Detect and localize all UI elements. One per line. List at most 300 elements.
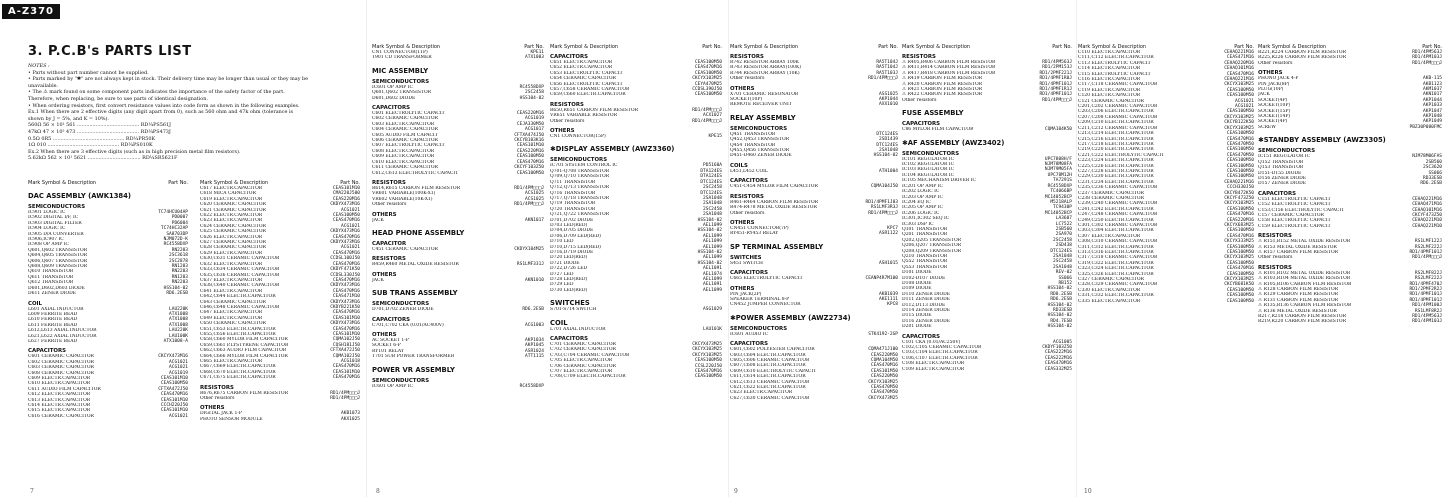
- part-description: IC202 LOGIC IC: [902, 189, 940, 195]
- part-description: ⚠ R101,R102 METAL OXIDE RESISTOR: [1258, 270, 1351, 276]
- category-heading: RESISTORS: [372, 256, 406, 263]
- part-number: CEAS470M16: [332, 250, 360, 256]
- page-7: [0, 0, 365, 497]
- part-number: CEAS101M10: [332, 315, 360, 321]
- part-description: C111,C112 ELECTR.CAPACITOR: [1078, 55, 1154, 61]
- part-number: CKCYX103M25: [868, 379, 898, 385]
- part-description: C703,C704 CERAMIC CAPACITOR: [550, 352, 630, 358]
- part-description: D710 LED: [550, 239, 574, 245]
- part-row: [1258, 125, 1442, 130]
- note-line: unavailable.: [28, 82, 59, 89]
- column-1: [28, 180, 188, 488]
- column-3: [372, 44, 544, 490]
- part-number: RD1/4PMF101J: [1409, 297, 1442, 303]
- part-number: CEAS100M50: [1226, 163, 1254, 169]
- part-number: AKP1049: [1423, 119, 1442, 125]
- part-number: UPC78M12H: [1047, 172, 1072, 178]
- part-description: ⚠ R419 CARBON FILM RESISTOR: [902, 76, 983, 82]
- part-number: KPC7: [887, 225, 898, 231]
- part-number: CKCYX103M25: [1224, 114, 1254, 120]
- part-description: IC301,IC302 SEQ IC: [902, 216, 950, 222]
- part-description: C303,C304 ELECTR.CAPACITOR: [1078, 228, 1154, 234]
- column-header-mark: Mark Symbol & Description: [372, 44, 441, 50]
- part-description: Q721,Q722 TRANSISTOR: [550, 212, 610, 218]
- part-description: D451-D460 ZENER DIODE: [730, 153, 792, 159]
- category-heading: CAPACITORS: [550, 336, 589, 343]
- part-number: RD1/4PM563J: [1412, 314, 1442, 320]
- part-description: ⚠ R128 CARBON FILM RESISTOR: [1258, 287, 1339, 292]
- part-row: [902, 367, 1072, 372]
- part-row: [730, 302, 898, 307]
- part-description: Q101 TRANSISTOR: [902, 226, 948, 232]
- part-description: C609 ELECTR.CAPACITOR: [28, 375, 91, 381]
- part-description: C629 ELECTR.CAPACITOR: [200, 250, 263, 256]
- part-description: C610 ELECTR.CAPACITOR: [28, 381, 91, 387]
- page-9: [730, 0, 1075, 497]
- part-number: SA8703DP: [166, 231, 188, 237]
- part-number: AEL1099: [703, 244, 722, 250]
- part-description: L451,L452 COIL: [730, 168, 768, 174]
- page-number: 10: [1084, 488, 1092, 495]
- part-number: PBZ30P080FMC: [1409, 124, 1442, 130]
- part-row: [730, 396, 898, 401]
- part-number: CEAS100M50: [1226, 109, 1254, 115]
- part-description: IC203 OP AMP IC: [902, 194, 943, 200]
- category-heading: RESISTORS: [730, 54, 764, 60]
- part-number: CKCYX473M25: [692, 342, 722, 348]
- column-header-mark: Mark Symbol & Description: [28, 180, 97, 186]
- part-number: ATT1115: [525, 354, 544, 360]
- part-description: Other resistors: [902, 97, 937, 103]
- part-description: C613 ELECTR.CAPACITOR: [28, 397, 91, 403]
- part-description: C617 ELECTR.CAPACITOR: [200, 186, 263, 191]
- note-line: shown by J = 5%, and K = 10%).: [28, 115, 109, 122]
- part-description: C308,C310 CERAMIC CAPACITOR: [1078, 239, 1158, 245]
- part-description: D701,D702 ZENER DIODE: [372, 307, 434, 313]
- part-description: R742 RESISTOR ARRAY 100K: [730, 60, 799, 65]
- part-number: CEHAQ221M10: [1412, 218, 1442, 224]
- part-description: D102-D107 DIODE: [902, 275, 946, 281]
- part-description: D109 DIODE: [902, 286, 932, 292]
- part-description: C601 ELECTROLYTIC CAPACIT: [372, 111, 445, 117]
- note-line: Therefore, when replacing, be sure to use parts of identical designation.: [28, 95, 208, 102]
- part-description: C238 CERAMIC CAPACITOR: [1078, 195, 1144, 201]
- part-description: C203,C206 ELECTR.CAPACITOR: [1078, 109, 1154, 115]
- part-number: ACG1003: [525, 322, 544, 328]
- part-row: [28, 291, 188, 296]
- part-description: SOCKET(14P): [1258, 114, 1291, 120]
- part-description: Q709,Q710 TRANSISTOR: [550, 174, 610, 180]
- note-line: 0.5Ω 0R5 .............................................. RD¼PR50K: [28, 135, 156, 142]
- part-number: AKB-115: [1423, 76, 1442, 82]
- part-description: L701 AXIAL INDUCTOR: [550, 326, 606, 332]
- part-row: [550, 134, 722, 139]
- part-description: C235,C236 CERAMIC CAPACITOR: [1078, 185, 1158, 191]
- part-number: CEAS470M16: [870, 363, 898, 369]
- notes-lines: [28, 70, 358, 162]
- part-number: RD4.7ESB: [1050, 318, 1072, 324]
- part-description: D716,D719 DIODE: [550, 249, 594, 255]
- part-description: RY101 RELAY: [372, 348, 404, 354]
- part-number: RN2203: [171, 247, 188, 253]
- part-description: Q612 TRANSISTOR: [28, 280, 74, 286]
- part-description: C668,C670 ELECTR.CAPACITOR: [200, 369, 276, 375]
- part-row: [1258, 224, 1442, 229]
- part-description: C119 ELECTR.CAPACITOR: [1078, 87, 1141, 93]
- part-description: C638,C640 CERAMIC CAPACITOR: [200, 283, 280, 289]
- part-description: C301,C302 CERAMIC CAPACITOR: [1078, 223, 1158, 228]
- category-heading: CAPACITORS: [372, 105, 411, 112]
- part-number: CEAS222M16: [1044, 355, 1072, 361]
- part-number: CKDYF103Z50: [1042, 345, 1072, 351]
- part-number: RD6.2ESB: [1050, 297, 1072, 303]
- part-description: C632 ELECTR.CAPACITOR: [200, 261, 263, 267]
- part-number: PD0007: [171, 215, 188, 221]
- part-number: 2SA1048: [703, 212, 722, 218]
- part-description: R744 RESISTOR ARRAY (10K): [730, 70, 800, 76]
- part-number: RD1/4PM□□□J: [330, 396, 360, 402]
- category-heading: CAPACITORS: [902, 121, 941, 128]
- part-description: C102,C105 CERAMIC CAPACITOR: [902, 345, 982, 351]
- part-number: CQMA104K50: [1044, 127, 1072, 133]
- part-number: CMA220J500: [332, 191, 360, 197]
- part-number: AEL1099: [703, 239, 722, 245]
- part-description: D721 DIODE: [550, 260, 580, 266]
- part-description: D114 ZENER DIODE: [902, 308, 951, 314]
- part-row: [730, 276, 898, 281]
- part-description: C657,C658 CERAMIC CAPACITOR: [550, 87, 630, 93]
- part-row: [730, 261, 898, 266]
- part-description: C117,C118 CERAMIC CAPACITOR: [1078, 82, 1158, 88]
- part-number: TC4066BP: [1050, 189, 1072, 195]
- part-number: CEAS101M10: [160, 375, 188, 381]
- part-number: CKCYX333M25: [1224, 239, 1254, 245]
- part-description: ⚠ R421 CARBON FILM RESISTOR: [902, 87, 983, 93]
- part-description: ⚠ R420 CARBON FILM RESISTOR: [902, 81, 983, 87]
- part-number: CEAS100M50: [1226, 260, 1254, 266]
- part-number: CEJA330M50: [516, 121, 544, 127]
- part-description: Q608,Q609 TRANSISTOR: [28, 264, 88, 270]
- category-heading: RESISTORS: [902, 54, 936, 60]
- category-heading: RESISTORS: [1258, 233, 1292, 240]
- part-description: Q553 TRANSISTOR: [902, 264, 948, 270]
- part-description: IC601 OP AMP IC: [372, 383, 413, 389]
- part-number: RD1/4PM□□□J: [514, 202, 544, 208]
- part-number: DTA124ES: [700, 168, 722, 174]
- part-number: AEL1099: [703, 287, 722, 293]
- part-number: CQMA102J50: [332, 337, 360, 343]
- part-row: [550, 307, 722, 312]
- category-heading: RESISTORS: [1258, 264, 1292, 271]
- part-description: C707 ELECTR.CAPACITOR: [550, 369, 613, 375]
- part-description: C628 CERAMIC CAPACITOR: [200, 245, 266, 251]
- column-header-part: Part No.: [524, 44, 544, 50]
- part-number: ATX1008: [169, 311, 188, 317]
- part-number: CEAS100M50: [1226, 147, 1254, 153]
- part-row: [372, 171, 544, 176]
- column-header-mark: Mark Symbol & Description: [200, 180, 269, 186]
- part-description: C108 ELECTR.CAPACITOR: [902, 361, 965, 367]
- part-number: ACS1025: [525, 196, 544, 202]
- part-number: CEAS470M16: [1226, 266, 1254, 272]
- part-description: Q611 TRANSISTOR: [28, 274, 74, 280]
- part-number: CEAS470M16: [332, 218, 360, 224]
- part-description: C641 ELECTR.CAPACITOR: [200, 288, 263, 294]
- part-description: C215,C216 ELECTR.CAPACITOR: [1078, 136, 1154, 142]
- part-description: C659,C660 ELECTR.CAPACITOR: [550, 92, 626, 98]
- part-description: D201 DIODE: [902, 324, 932, 330]
- part-description: C625 CERAMIC CAPACITOR: [200, 229, 266, 235]
- part-description: R217,R218 CARBON FILM RESISTOR: [1258, 314, 1346, 320]
- part-description: C643 CERAMIC CAPACITOR: [200, 299, 266, 305]
- category-heading: RESISTORS: [372, 179, 406, 186]
- part-number: ACG1021: [169, 365, 188, 371]
- part-description: C101 CKA (0.01/AC250V): [902, 339, 961, 345]
- part-number: CEAS100M50: [694, 60, 722, 65]
- part-number: CEAS100M50: [1226, 93, 1254, 99]
- part-description: D729 LED: [550, 282, 574, 288]
- category-heading: COIL: [28, 300, 42, 307]
- part-number: RS2LMF222J: [1414, 276, 1442, 282]
- part-number: RD8.2ESB: [1050, 291, 1072, 297]
- part-number: CEHAQ471M16: [1412, 202, 1442, 208]
- part-number: AEL1091: [703, 282, 722, 288]
- category-heading: SEMICONDUCTORS: [372, 377, 430, 384]
- part-description: JACK: [1258, 92, 1270, 98]
- part-number: 2SA1048: [703, 201, 722, 207]
- part-description: VR601 VARIABLE(100K-X1): [372, 191, 436, 197]
- category-heading: SEMICONDUCTORS: [730, 325, 788, 332]
- part-row: [372, 262, 544, 267]
- part-description: X701 CERAMIC RESONATOR: [730, 91, 799, 97]
- part-number: AKB1073: [341, 411, 360, 417]
- model-tag: A-Z370: [2, 4, 60, 19]
- part-description: PLUG(10P): [1258, 87, 1284, 93]
- part-number: M5218ALP: [1050, 199, 1072, 205]
- part-number: RD1/4PM□□□J: [330, 390, 360, 396]
- part-description: C659,C661 P.LYSTYRENE CAPACITOR: [200, 342, 289, 348]
- part-number: RD1/4PMF101J: [1409, 249, 1442, 255]
- part-row: [902, 127, 1072, 132]
- part-description: C630,C631 CERAMIC CAPACITOR: [200, 256, 280, 262]
- part-description: R650,R651 CARBON FILM RESISTOR: [550, 107, 638, 113]
- part-number: RD33ESB: [1423, 175, 1442, 181]
- part-description: C231,C234 ELECTR.CAPACITOR: [1078, 179, 1154, 185]
- part-number: CEYA470M25: [694, 81, 722, 87]
- part-description: C211,C212 CERAMIC CAPACITOR: [1078, 125, 1158, 131]
- part-number: TC74HC32AP: [160, 226, 188, 232]
- part-number: CEAS100M50: [1226, 244, 1254, 250]
- part-description: C706 CERAMIC CAPACITOR: [550, 363, 616, 369]
- part-number: ASR1024: [525, 348, 544, 354]
- part-number: CEAS100M50: [694, 92, 722, 98]
- part-number: CEAS100M50: [1226, 293, 1254, 299]
- part-description: C249,C250 ELECTR.CAPACITOR: [1078, 217, 1154, 223]
- part-number: ACG1017: [525, 127, 544, 133]
- part-row: [372, 202, 544, 207]
- part-description: Q152 TRANSISTOR: [1258, 159, 1304, 165]
- part-description: C627 CERAMIC CAPACITOR: [200, 240, 266, 246]
- part-description: Q454 TRANSISTOR: [730, 142, 776, 148]
- part-number: LC7522: [1055, 221, 1072, 227]
- part-number: CEHAQ101M16: [1224, 66, 1254, 72]
- part-description: T701 SUB POWER TRANSFORMER: [372, 354, 455, 360]
- part-number: RD1/4PM□□□J: [692, 118, 722, 124]
- assembly-heading: COIL: [550, 318, 568, 327]
- category-heading: COILS: [730, 162, 748, 169]
- part-description: C701,C702 CKA (0.01/AC400V): [372, 322, 444, 328]
- part-description: C158 ELECTROLYTIC CAPACIT: [1258, 218, 1331, 224]
- part-number: CEHAQ221M16: [1224, 179, 1254, 185]
- part-number: RC4558DXP: [1047, 183, 1072, 189]
- part-description: Other resistors: [200, 396, 235, 402]
- part-description: JACK: [372, 217, 384, 223]
- part-description: C652 ELECTR.CAPACITOR: [550, 65, 613, 71]
- part-number: ACG1021: [1235, 98, 1254, 104]
- part-number: CEAS101M10: [160, 408, 188, 414]
- part-description: D720 LED(RED): [550, 255, 588, 261]
- part-description: C227,C228 ELECTR.CAPACITOR: [1078, 168, 1154, 174]
- part-row: [372, 247, 544, 252]
- column-6: [902, 44, 1072, 490]
- part-description: C637 ELECTR.CAPACITOR: [200, 277, 263, 283]
- column-header: [730, 44, 898, 50]
- part-description: C633,C634 CERAMIC CAPACITOR: [200, 267, 280, 273]
- part-number: CQMA471J100: [868, 347, 898, 353]
- part-description: D108 DIODE: [902, 281, 932, 286]
- part-number: CEAS101M10: [332, 369, 360, 375]
- part-number: RS1LMF122J: [1414, 239, 1442, 245]
- part-number: AKB1123: [1423, 81, 1442, 87]
- column-header-part: Part No.: [702, 44, 722, 50]
- part-description: Q455,Q456 TRANSISTOR: [730, 148, 790, 154]
- part-description: IC901 LOGIC IC: [28, 210, 66, 215]
- part-number: CKDYX473M16: [330, 229, 360, 235]
- part-description: ⚠ R405,R406 CARBON FILM RESISTOR: [902, 60, 996, 65]
- part-number: CKCYX683M25: [1224, 223, 1254, 228]
- part-number: RD1/4PM□□□J: [868, 76, 898, 82]
- part-number: CKCYX103M25: [1224, 82, 1254, 88]
- part-number: CEAS470M16: [694, 369, 722, 375]
- part-description: C159 ELECTROLYTIC CAPACIT: [1258, 223, 1331, 229]
- part-number: CEAS100M50: [516, 154, 544, 160]
- column-header-mark: Mark Symbol & Description: [1258, 44, 1327, 50]
- part-description: Q202,Q205 TRANSISTOR: [902, 237, 962, 243]
- part-description: CN452 JUMPER CONNECTOR: [730, 302, 801, 308]
- part-number: ATX1008: [169, 322, 188, 328]
- assembly-heading: RELAY ASSEMBLY: [730, 113, 796, 122]
- part-description: Other resistors: [1258, 60, 1293, 66]
- part-number: 2SC2458: [1053, 237, 1072, 243]
- part-number: RD1/4PMF101J: [1039, 92, 1072, 98]
- part-description: IC904 LOGIC IC: [28, 226, 66, 232]
- part-number: REV-02: [1055, 270, 1072, 276]
- part-row: [550, 92, 722, 97]
- category-heading: CAPACITORS: [730, 178, 769, 185]
- part-description: Q153 TRANSISTOR: [1258, 165, 1304, 171]
- part-description: C86 MYLOR FILM CAPACITOR: [902, 127, 974, 133]
- part-number: CQMA104M50: [870, 357, 898, 363]
- part-number: ATX1008-A: [163, 338, 188, 344]
- part-description: D704,D705 DIODE: [550, 228, 594, 234]
- part-number: CEAS470M16: [694, 65, 722, 71]
- part-number: 2SC2458: [703, 185, 722, 191]
- part-description: RY451-RY453 RELAY: [730, 231, 779, 237]
- column-2: [200, 180, 360, 488]
- part-number: CEAS470M16: [332, 234, 360, 240]
- part-row: [730, 102, 898, 107]
- part-description: C650 CERAMIC CAPACITOR: [200, 321, 266, 327]
- part-number: LAU220K: [169, 328, 188, 334]
- part-number: AKP1034: [525, 337, 544, 343]
- part-description: L601 AXIAL INDUCTOR: [28, 306, 84, 312]
- part-description: Other resistors: [730, 210, 765, 216]
- part-number: CCCH330J50: [1226, 185, 1254, 191]
- part-number: RN1203: [171, 264, 188, 270]
- category-heading: SEMICONDUCTORS: [372, 78, 430, 85]
- part-number: AEL1099: [703, 222, 722, 228]
- part-description: C635,C636 CERAMIC CAPACITOR: [200, 272, 280, 278]
- column-header-part: Part No.: [340, 180, 360, 186]
- part-description: C323,C324 ELECTR.CAPACITOR: [1078, 266, 1154, 272]
- part-number: ACG1021: [341, 207, 360, 213]
- part-description: Q701-Q708 TRANSISTOR: [550, 168, 610, 174]
- part-number: RA5T104J: [876, 65, 898, 71]
- part-description: D115 DIODE: [902, 313, 932, 319]
- part-number: 2SD438: [1055, 243, 1072, 249]
- part-description: IC103 REGULATOR IC: [902, 167, 955, 173]
- part-number: CCSL220J50: [694, 363, 722, 369]
- part-number: CEAS100M50: [1226, 158, 1254, 164]
- part-number: ACG1019: [169, 370, 188, 376]
- part-row: [1078, 299, 1254, 304]
- part-description: C646,C648 CERAMIC CAPACITOR: [200, 304, 280, 310]
- part-number: CFTXA472J50: [158, 386, 188, 392]
- part-description: C317,C318 CERAMIC CAPACITOR: [1078, 255, 1158, 261]
- part-number: ACG1021: [1235, 104, 1254, 110]
- part-description: C611 CERAMIC CAPACITOR: [372, 165, 438, 171]
- part-description: C702 CERAMIC CAPACITOR: [550, 347, 616, 353]
- part-number: RN2203: [171, 269, 188, 275]
- part-description: T901 CD TRANSFORMER: [372, 55, 432, 61]
- part-number: CKCYB103K16: [514, 138, 544, 144]
- part-number: CKCYX103M25: [692, 76, 722, 82]
- part-number: AKN1017: [525, 217, 544, 223]
- part-description: C601 CERAMIC CAPACITOR: [28, 354, 94, 360]
- part-description: C671,C675 ELECTR.CAPACITOR: [200, 375, 276, 381]
- part-number: CEAS100M50: [1226, 131, 1254, 137]
- part-number: AKN1010: [525, 277, 544, 283]
- part-description: CN1 CONNECTOR(15P): [550, 134, 606, 140]
- part-number: ASS1025: [879, 91, 898, 97]
- part-number: AEL1091: [703, 266, 722, 272]
- part-description: Q451 TRANSISTOR: [730, 131, 776, 137]
- part-row: [550, 119, 722, 124]
- part-number: CEHAQ221M16: [1412, 196, 1442, 202]
- note-line: 560Ω 56 × 10¹ 561 ........................................ RD¼PS561J: [28, 122, 172, 129]
- part-number: DTA124ES: [700, 174, 722, 180]
- part-description: C113 ELECTROLYTIC CAPACIT: [1078, 60, 1151, 66]
- note-line: • Parts without part number cannot be supplied.: [28, 69, 149, 76]
- part-row: [1258, 319, 1442, 324]
- part-number: TC74HCU04AP: [158, 210, 188, 215]
- note-line: Ex.1 When there are 2 effective digits (any digit apart from 0), such as 560 ohm and 47k ohm (tolerance is: [28, 109, 294, 116]
- part-number: CKCYB122K50: [1224, 120, 1254, 126]
- part-description: C207,C208 CERAMIC CAPACITOR: [1078, 114, 1158, 120]
- part-description: Q208,Q209 TRANSISTOR: [902, 248, 962, 254]
- category-heading: RESISTORS: [200, 384, 234, 391]
- part-number: CEAS470M16: [332, 288, 360, 294]
